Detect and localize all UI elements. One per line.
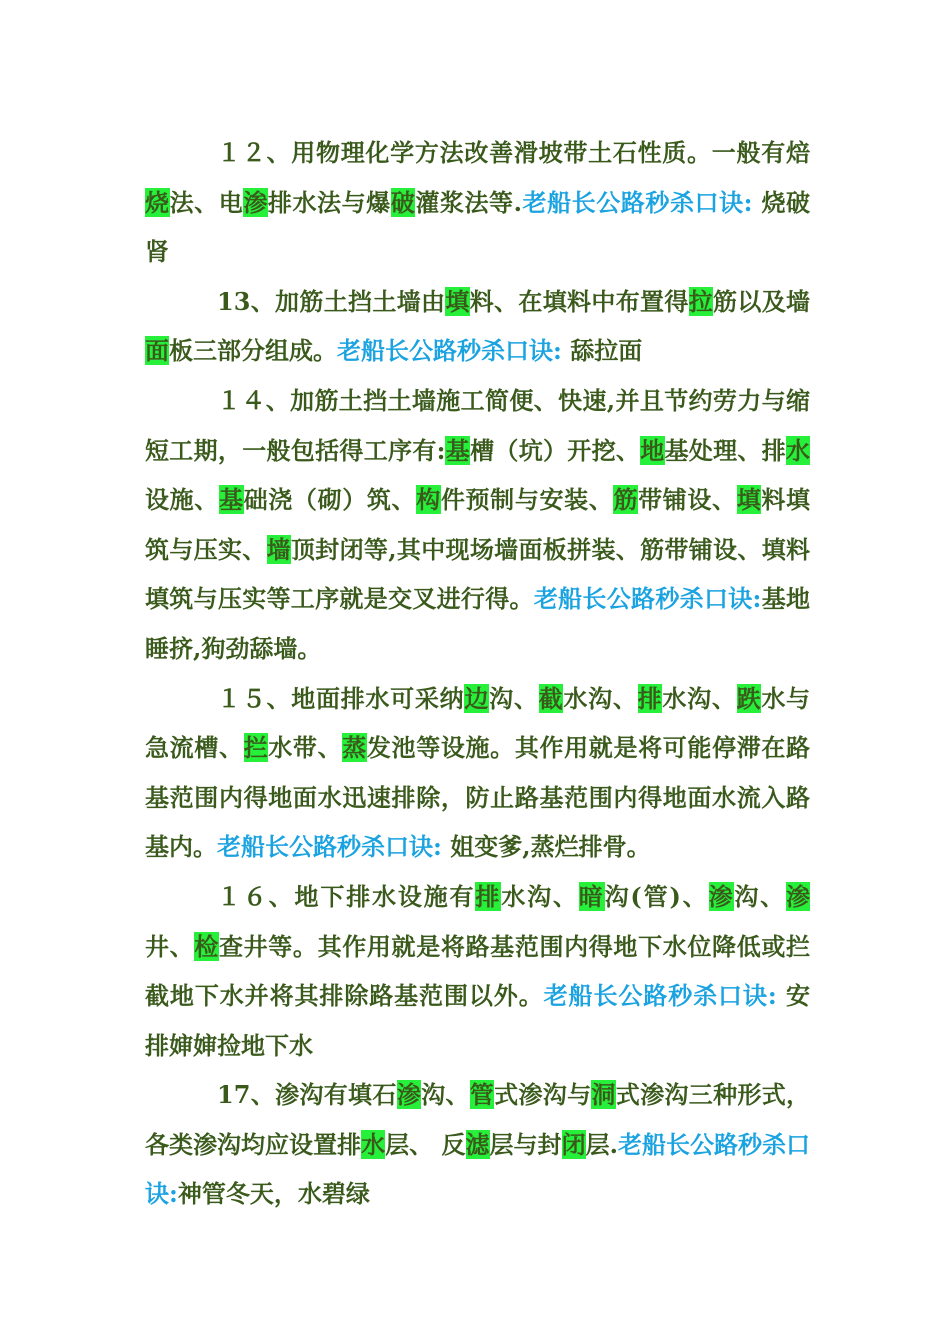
paragraph-p17 bbox=[145, 1070, 810, 1219]
paragraph-text: 层与封 bbox=[489, 1129, 562, 1159]
paragraph-text: 料、在填料中布置得 bbox=[469, 286, 689, 316]
highlighted-keyword: 跌 bbox=[736, 683, 762, 713]
highlighted-keyword: 洞 bbox=[591, 1080, 616, 1110]
paragraph-text: 安排婶婶捡地下水 bbox=[145, 981, 811, 1060]
paragraph-text: 式渗沟与 bbox=[494, 1080, 592, 1110]
paragraph-text: 带铺设、 bbox=[638, 485, 737, 515]
highlighted-keyword: 填 bbox=[445, 286, 470, 316]
highlighted-keyword: 排 bbox=[637, 683, 663, 713]
paragraph-text: 筋以及墙 bbox=[713, 286, 811, 316]
mnemonic-label: 老船长公路秒杀口诀: bbox=[543, 981, 777, 1011]
highlighted-keyword: 面 bbox=[145, 336, 169, 366]
highlighted-keyword: 渗 bbox=[786, 881, 811, 911]
mnemonic-label: 老船长公路秒杀口诀: bbox=[145, 1129, 811, 1209]
highlighted-keyword: 基 bbox=[218, 485, 244, 515]
paragraph-text: 设施、 bbox=[145, 485, 219, 515]
paragraph-text: 基处理、排 bbox=[664, 435, 787, 465]
paragraph-text: 水沟、 bbox=[563, 683, 638, 713]
paragraph-text: 舔拉面 bbox=[561, 336, 643, 366]
paragraph-text: 沟、 bbox=[489, 683, 539, 713]
paragraph-text: 17、渗沟有填石 bbox=[217, 1080, 397, 1110]
paragraph-text: 顶封闭等,其中现场墙面板拼装、筋带铺设、填料填筑与压实等工序就是交叉进行得。 bbox=[145, 534, 811, 614]
paragraph-text: 沟(管)、 bbox=[604, 881, 709, 911]
paragraph-text: １４、加筋土挡土墙施工简便、快速,并且节约劳力与缩短工期，一般包括得工序有: bbox=[145, 385, 810, 465]
highlighted-keyword: 渗 bbox=[243, 187, 268, 217]
highlighted-keyword: 拦 bbox=[243, 733, 269, 763]
paragraph-text: 神管冬天，水碧绿 bbox=[177, 1179, 370, 1209]
mnemonic-label: 老船长公路秒杀口诀: bbox=[337, 336, 562, 366]
highlighted-keyword: 地 bbox=[640, 435, 665, 465]
paragraph-text: １５、地面排水可采纳 bbox=[217, 683, 465, 713]
highlighted-keyword: 烧 bbox=[145, 187, 170, 217]
paragraph-text: 件预制与安装、 bbox=[440, 485, 614, 515]
paragraph-p16 bbox=[145, 872, 810, 1070]
highlighted-keyword: 排 bbox=[475, 881, 502, 911]
paragraph-text: １２、用物理化学方法改善滑坡带土石性质。一般有焙 bbox=[217, 138, 810, 167]
paragraph-text: 槽（坑）开挖、 bbox=[470, 435, 641, 465]
highlighted-keyword: 截 bbox=[538, 683, 564, 713]
mnemonic-label: 老船长公路秒杀口诀: bbox=[521, 187, 753, 217]
highlighted-keyword: 构 bbox=[416, 485, 441, 515]
paragraph-text: 发池等设施。其作用就是将可能停滞在路基范围内得地面水迅速排除，防止路基范围内得地面水流入路基内。 bbox=[145, 733, 811, 862]
highlighted-keyword: 填 bbox=[736, 485, 762, 515]
paragraph-text: 查井等。其作用就是将路基范围内得地下水位降低或拦截地下水并将其排除路基范围以外。 bbox=[145, 931, 811, 1011]
paragraph-text: 法、电 bbox=[169, 187, 244, 217]
paragraph-p15 bbox=[145, 674, 810, 872]
paragraph-text: 础浇（砌）筑、 bbox=[243, 485, 417, 515]
paragraph-p12 bbox=[145, 128, 810, 277]
paragraph-text: 基地睡挤,狗劲舔墙。 bbox=[145, 584, 811, 663]
paragraph-text: 排水法与爆 bbox=[267, 187, 391, 217]
highlighted-keyword: 渗 bbox=[708, 881, 735, 911]
paragraph-text: 沟、 bbox=[421, 1080, 470, 1110]
highlighted-keyword: 暗 bbox=[578, 881, 605, 911]
highlighted-keyword: 墙 bbox=[266, 534, 291, 564]
paragraph-text: 井、 bbox=[145, 931, 195, 961]
highlighted-keyword: 拉 bbox=[688, 286, 714, 316]
paragraph-text: 13、加筋土挡土墙由 bbox=[217, 286, 446, 316]
paragraph-p13 bbox=[145, 277, 810, 376]
paragraph-text: 料填筑与压实、 bbox=[145, 485, 811, 564]
paragraph-text: 式渗沟三种形式，各类渗沟均应设置排 bbox=[145, 1080, 811, 1159]
document-page bbox=[145, 128, 810, 1219]
paragraph-text: 水沟、 bbox=[662, 683, 737, 713]
mnemonic-label: 老船长公路秒杀口诀: bbox=[217, 832, 442, 862]
paragraph-text: 层. bbox=[585, 1129, 618, 1159]
highlighted-keyword: 渗 bbox=[396, 1080, 422, 1110]
highlighted-keyword: 基 bbox=[445, 435, 471, 465]
highlighted-keyword: 滤 bbox=[465, 1129, 490, 1159]
highlighted-keyword: 管 bbox=[469, 1080, 495, 1110]
highlighted-keyword: 检 bbox=[194, 931, 219, 961]
paragraph-text: 板三部分组成。 bbox=[169, 336, 337, 366]
highlighted-keyword: 边 bbox=[464, 683, 490, 713]
paragraph-text: 水带、 bbox=[268, 733, 343, 763]
highlighted-keyword: 筋 bbox=[613, 485, 639, 515]
highlighted-keyword: 水 bbox=[361, 1129, 386, 1159]
highlighted-keyword: 水 bbox=[786, 435, 811, 465]
paragraph-text: １６、地下排水设施有 bbox=[217, 881, 476, 911]
paragraph-text: 水沟、 bbox=[501, 881, 579, 911]
mnemonic-label: 老船长公路秒杀口诀: bbox=[533, 584, 762, 614]
paragraph-text: 层、 反 bbox=[385, 1129, 466, 1159]
paragraph-p14 bbox=[145, 376, 810, 674]
paragraph-text: 姐变爹,蒸烂排骨。 bbox=[441, 832, 651, 862]
paragraph-text: 水与急流槽、 bbox=[145, 683, 811, 763]
highlighted-keyword: 蒸 bbox=[342, 733, 367, 763]
paragraph-text: 沟、 bbox=[734, 881, 787, 911]
highlighted-keyword: 闭 bbox=[561, 1129, 586, 1159]
paragraph-text: 灌浆法等. bbox=[415, 187, 522, 217]
highlighted-keyword: 破 bbox=[390, 187, 416, 217]
paragraph-text: 烧破肾 bbox=[145, 187, 811, 267]
